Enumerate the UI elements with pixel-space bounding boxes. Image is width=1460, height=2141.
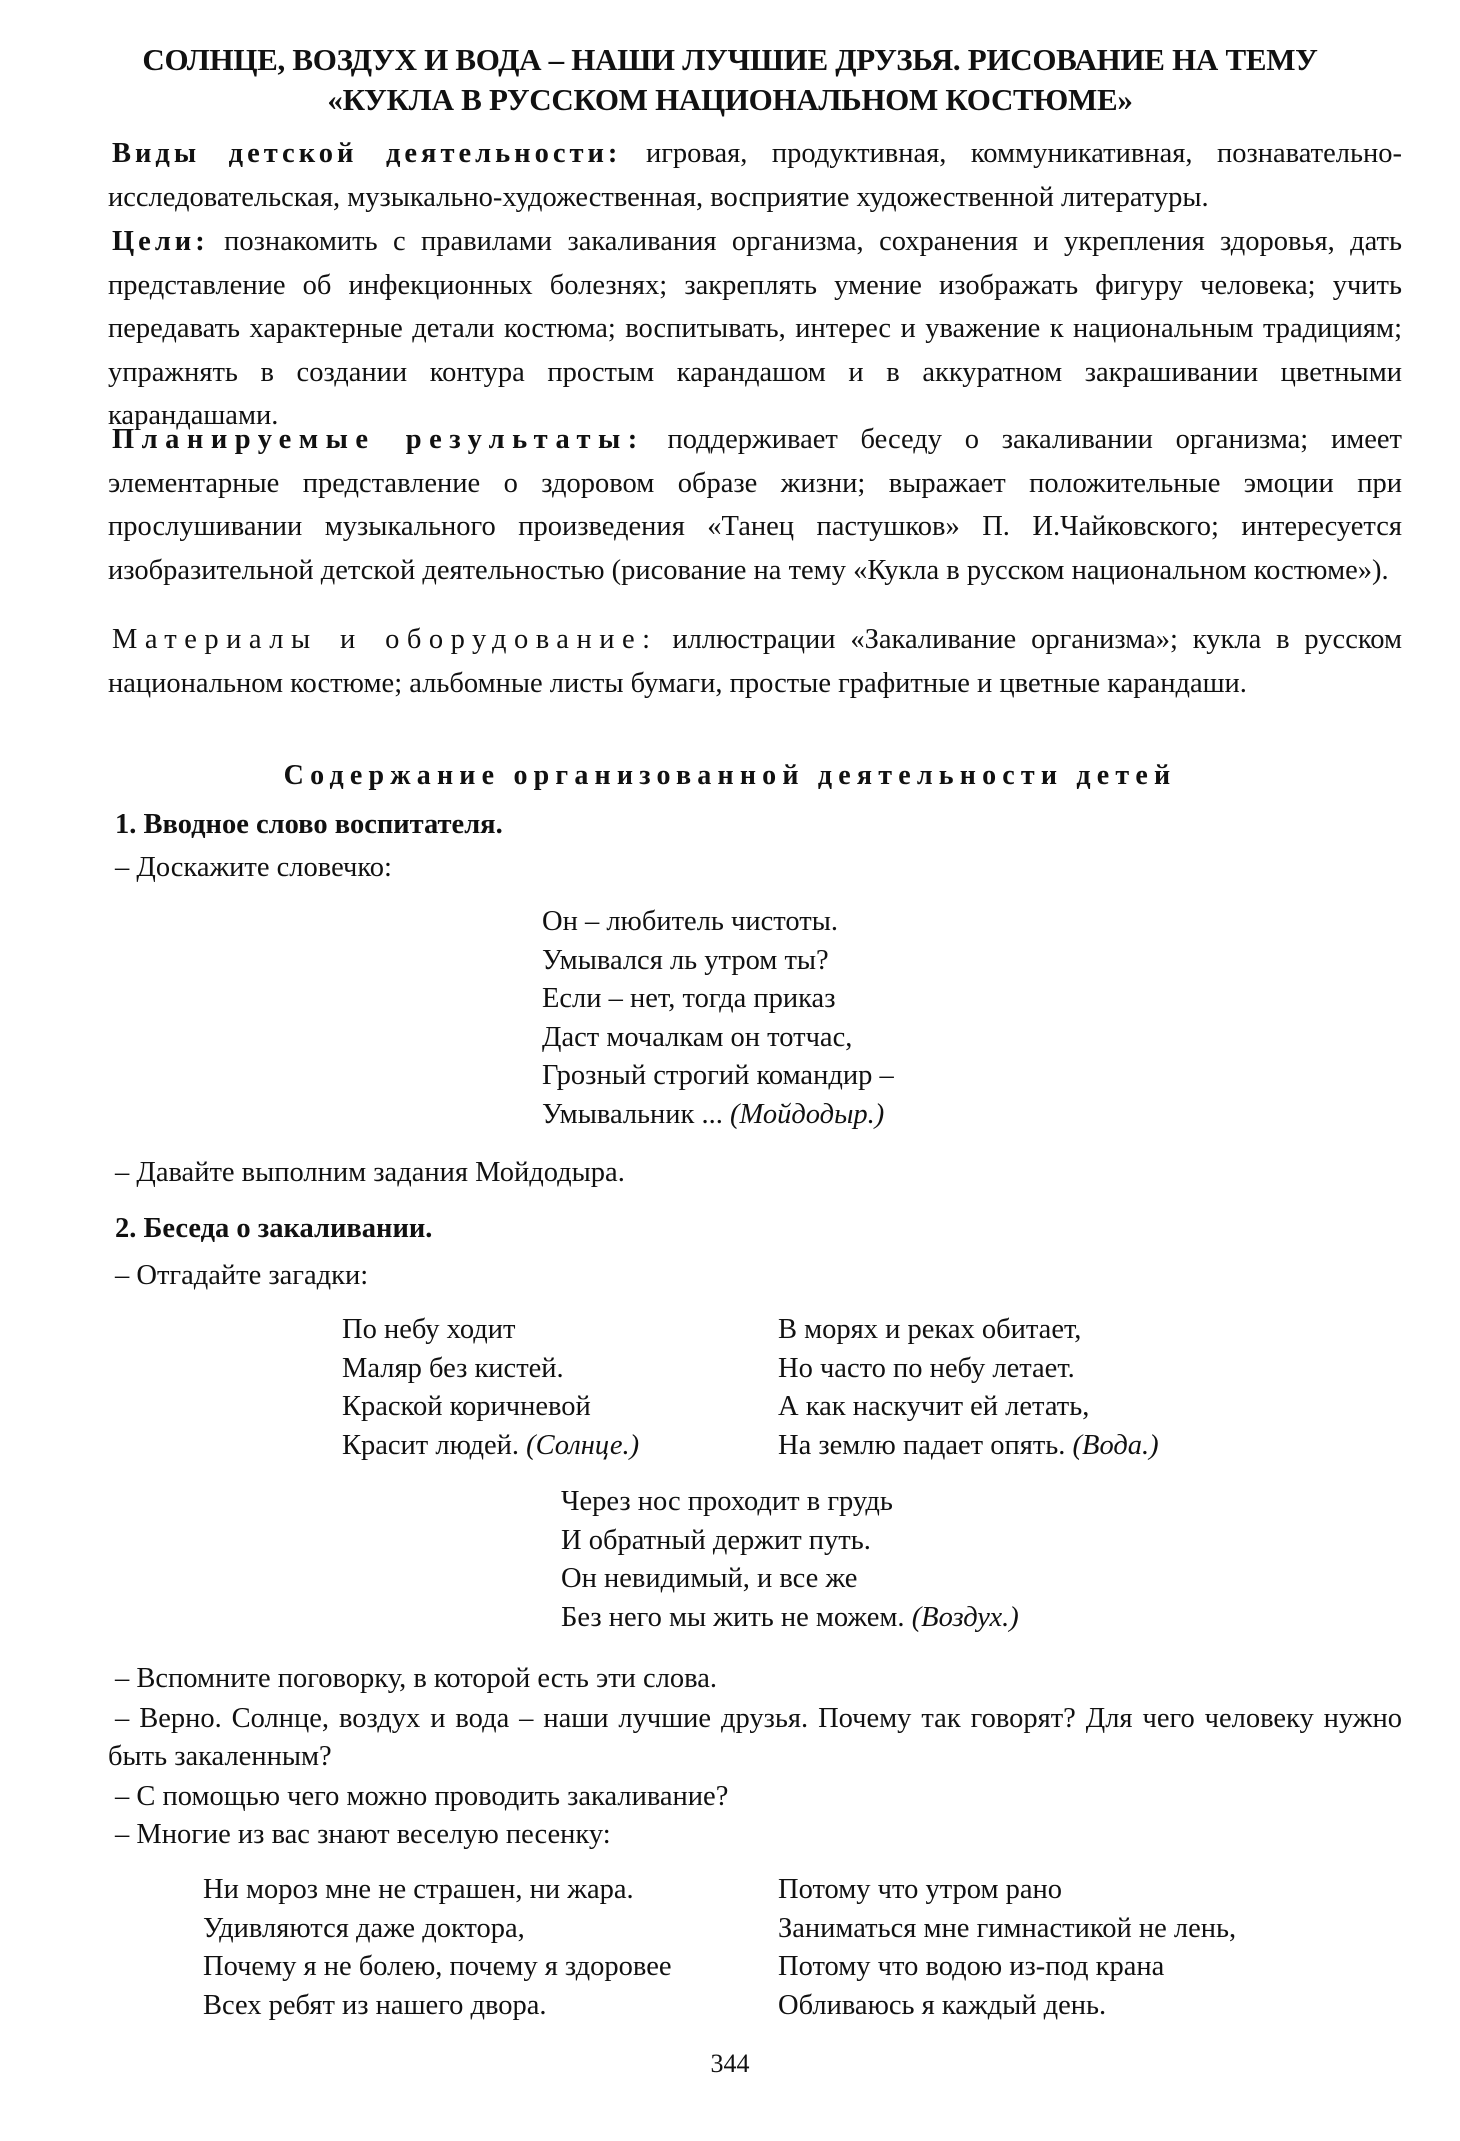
- song-line: Ни мороз мне не страшен, ни жара.: [203, 1874, 634, 1905]
- page-number: 344: [710, 2049, 750, 2078]
- riddle-sun: [342, 1311, 639, 1465]
- song-line: Всех ребят из нашего двора.: [203, 1989, 547, 2021]
- song-line: Обливаюсь я каждый день.: [778, 1989, 1107, 2021]
- poem-answer: (Мойдодыр.): [730, 1098, 885, 1130]
- activities-label: Виды детской деятельности:: [112, 138, 622, 169]
- riddle-answer: (Воздух.): [911, 1601, 1019, 1633]
- song-line: Заниматься мне гимнастикой не лень,: [778, 1912, 1237, 1944]
- poem-line: Даст мочалкам он тотчас,: [542, 1021, 853, 1053]
- riddle-line: Но часто по небу летает.: [778, 1352, 1075, 1384]
- riddle-air: [561, 1483, 1019, 1637]
- riddle-line-last: Красит людей. (Солнце.): [342, 1429, 640, 1461]
- step2-prompt: – Отгадайте загадки:: [115, 1260, 369, 1291]
- poem-line-last: Умывальник ... (Мойдодыр.): [542, 1098, 885, 1130]
- results-text: поддерживает беседу о закаливании организма; имеет элементарные представление о здоровом образе жизни; выражает положительные эмоции при прослушивании музыкального произведения «Танец пастушков» П. И.Чайковского; интересуется изобразительной детской деятельностью (рисование на тему «Кукла в русском национальном костюме»).: [108, 424, 1402, 586]
- step1-after: – Давайте выполним задания Мойдодыра.: [115, 1157, 625, 1188]
- results-label: Планируемые результаты:: [112, 424, 645, 455]
- step2-title: 2. Беседа о закаливании.: [115, 1213, 433, 1244]
- goals-text: познакомить с правилами закаливания организма, сохранения и укрепления здоровья, дать представление об инфекционных болезнях; закреплять умение изображать фигуру человека; учить передавать характерные детали костюма; воспитывать, интерес и уважение к национальным традициям; упражнять в создании контура простым карандашом и в аккуратном закрашивании цветными карандашами.: [108, 226, 1402, 431]
- poem-line: Он – любитель чистоты.: [542, 906, 838, 937]
- riddle-line: В морях и реках обитает,: [778, 1314, 1082, 1345]
- riddle-line: По небу ходит: [342, 1314, 516, 1345]
- question-3: – С помощью чего можно проводить закаливание?: [115, 1781, 729, 1812]
- content-heading: Содержание организованной деятельности детей: [283, 760, 1177, 791]
- riddle-line: Через нос проходит в грудь: [561, 1486, 893, 1517]
- riddle-line-last: На землю падает опять. (Вода.): [778, 1429, 1159, 1461]
- page-title: [80, 40, 1380, 120]
- riddle-line: Краской коричневой: [342, 1391, 591, 1423]
- title-line-1: СОЛНЦЕ, ВОЗДУХ И ВОДА – НАШИ ЛУЧШИЕ ДРУЗЬЯ. РИСОВАНИЕ НА ТЕМУ: [142, 42, 1318, 77]
- song-line: Почему я не болею, почему я здоровее: [203, 1951, 672, 1983]
- results-paragraph: [108, 418, 1402, 592]
- riddle-line: А как наскучит ей летать,: [778, 1391, 1090, 1423]
- riddle-water: [778, 1311, 1159, 1465]
- riddle-line: Он невидимый, и все же: [561, 1563, 858, 1595]
- riddle-answer: (Вода.): [1072, 1429, 1159, 1461]
- materials-text: иллюстрации «Закаливание организма»; кукла в русском национальном костюме; альбомные листы бумаги, простые графитные и цветные карандаши.: [108, 624, 1402, 699]
- poem-line: Если – нет, тогда приказ: [542, 983, 836, 1015]
- mojdodyr-poem: [542, 903, 894, 1135]
- poem-line: Грозный строгий командир –: [542, 1060, 894, 1092]
- riddle-line: Маляр без кистей.: [342, 1352, 564, 1384]
- activities-paragraph: [108, 132, 1402, 219]
- activities-text: игровая, продуктивная, коммуникативная, познавательно-исследовательская, музыкально-художественная, восприятие художественной литературы.: [108, 138, 1402, 213]
- riddle-answer: (Солнце.): [526, 1429, 640, 1461]
- question-1: – Вспомните поговорку, в которой есть эти слова.: [115, 1663, 718, 1694]
- goals-label: Цели:: [112, 226, 209, 257]
- riddle-line-last: Без него мы жить не можем. (Воздух.): [561, 1601, 1019, 1633]
- materials-label: Материалы и оборудование:: [112, 624, 658, 655]
- song-left: [203, 1871, 672, 2025]
- poem-line: Умывался ль утром ты?: [542, 944, 829, 976]
- goals-paragraph: [108, 220, 1402, 438]
- song-line: Удивляются даже доктора,: [203, 1912, 525, 1944]
- step1-prompt: – Доскажите словечко:: [115, 852, 392, 883]
- question-4: – Многие из вас знают веселую песенку:: [115, 1819, 611, 1850]
- title-line-2: «КУКЛА В РУССКОМ НАЦИОНАЛЬНОМ КОСТЮМЕ»: [327, 82, 1133, 117]
- song-line: Потому что водою из-под крана: [778, 1951, 1165, 1983]
- song-right: [778, 1871, 1236, 2025]
- materials-paragraph: [108, 618, 1402, 705]
- step1-title: 1. Вводное слово воспитателя.: [115, 809, 503, 840]
- song-line: Потому что утром рано: [778, 1874, 1063, 1905]
- riddle-line: И обратный держит путь.: [561, 1524, 871, 1556]
- question-2: – Верно. Солнце, воздух и вода – наши лучшие друзья. Почему так говорят? Для чего человеку нужно быть закаленным?: [108, 1703, 1402, 1772]
